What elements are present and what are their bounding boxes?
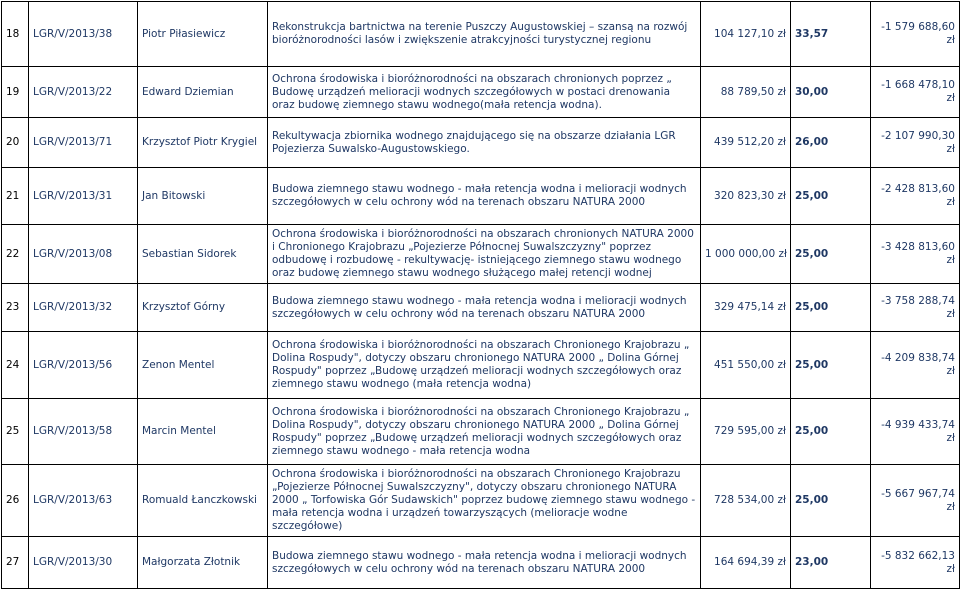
project-title: Ochrona środowiska i bioróżnorodności na obszarach Chronionego Krajobrazu „ Dolina Rospudy", dotyczy obszaru chronionego NATURA 2000 „ Dolina Górnej Rospudy" poprzez „Budowę urządzeń melioracji wodnych szczegółowych oraz ziemnego stawu wodnego (mała retencja wodna) — [268, 332, 701, 399]
applicant-name: Marcin Mentel — [138, 399, 268, 465]
requested-amount: 164 694,39 zł — [701, 537, 791, 589]
project-title: Ochrona środowiska i bioróżnorodności na obszarach chronionych NATURA 2000 i Chronionego Krajobrazu „Pojezierze Północnej Suwalszczyzny" poprzez odbudowę i rozbudowę - rekultywację- istniejącego ziemnego stawu wodnego oraz budowę ziemnego stawu wodnego służącego małej retencji wodnej — [268, 225, 701, 284]
applications-table — [1, 1, 960, 589]
applicant-name: Jan Bitowski — [138, 168, 268, 225]
remaining-balance: -4 209 838,74 zł — [871, 332, 960, 399]
requested-amount: 88 789,50 zł — [701, 67, 791, 118]
row-number: 20 — [2, 118, 29, 168]
row-number: 23 — [2, 284, 29, 332]
application-code: LGR/V/2013/31 — [29, 168, 138, 225]
project-title: Budowa ziemnego stawu wodnego - mała retencja wodna i melioracji wodnych szczegółowych w celu ochrony wód na terenach obszaru NATURA 2000 — [268, 537, 701, 589]
table-row — [2, 465, 960, 537]
application-code: LGR/V/2013/32 — [29, 284, 138, 332]
table-row — [2, 284, 960, 332]
score: 25,00 — [791, 168, 871, 225]
project-title: Budowa ziemnego stawu wodnego - mała retencja wodna i melioracji wodnych szczegółowych w celu ochrony wód na terenach obszaru NATURA 2000 — [268, 168, 701, 225]
applicant-name: Zenon Mentel — [138, 332, 268, 399]
table-row — [2, 225, 960, 284]
score: 25,00 — [791, 225, 871, 284]
project-title: Budowa ziemnego stawu wodnego - mała retencja wodna i melioracji wodnych szczegółowych w celu ochrony wód na terenach obszaru NATURA 2000 — [268, 284, 701, 332]
score: 33,57 — [791, 2, 871, 67]
table-row — [2, 399, 960, 465]
remaining-balance: -1 668 478,10 zł — [871, 67, 960, 118]
table-row — [2, 67, 960, 118]
row-number: 27 — [2, 537, 29, 589]
application-code: LGR/V/2013/56 — [29, 332, 138, 399]
application-code: LGR/V/2013/08 — [29, 225, 138, 284]
table-row — [2, 537, 960, 589]
project-title: Ochrona środowiska i bioróżnorodności na obszarach Chronionego Krajobrazu „ Dolina Rospudy", dotyczy obszaru chronionego NATURA 2000 „ Dolina Górnej Rospudy" poprzez „Budowę urządzeń melioracji wodnych szczegółowych oraz ziemnego stawu wodnego - mała retencja wodna — [268, 399, 701, 465]
project-title: Rekultywacja zbiornika wodnego znajdującego się na obszarze działania LGR Pojezierza Suwalsko-Augustowskiego. — [268, 118, 701, 168]
application-code: LGR/V/2013/71 — [29, 118, 138, 168]
score: 25,00 — [791, 332, 871, 399]
table-row — [2, 168, 960, 225]
remaining-balance: -5 832 662,13 zł — [871, 537, 960, 589]
score: 25,00 — [791, 399, 871, 465]
row-number: 18 — [2, 2, 29, 67]
applicant-name: Sebastian Sidorek — [138, 225, 268, 284]
row-number: 24 — [2, 332, 29, 399]
row-number: 21 — [2, 168, 29, 225]
requested-amount: 1 000 000,00 zł — [701, 225, 791, 284]
table-row — [2, 118, 960, 168]
score: 30,00 — [791, 67, 871, 118]
requested-amount: 320 823,30 zł — [701, 168, 791, 225]
row-number: 26 — [2, 465, 29, 537]
requested-amount: 728 534,00 zł — [701, 465, 791, 537]
applicant-name: Edward Dziemian — [138, 67, 268, 118]
application-code: LGR/V/2013/58 — [29, 399, 138, 465]
remaining-balance: -2 107 990,30 zł — [871, 118, 960, 168]
project-title: Rekonstrukcja bartnictwa na terenie Puszczy Augustowskiej – szansą na rozwój bioróżnorodności lasów i zwiększenie atrakcyjności turystycznej regionu — [268, 2, 701, 67]
requested-amount: 451 550,00 zł — [701, 332, 791, 399]
score: 23,00 — [791, 537, 871, 589]
remaining-balance: -5 667 967,74 zł — [871, 465, 960, 537]
remaining-balance: -1 579 688,60 zł — [871, 2, 960, 67]
applicant-name: Małgorzata Złotnik — [138, 537, 268, 589]
score: 25,00 — [791, 284, 871, 332]
row-number: 25 — [2, 399, 29, 465]
requested-amount: 104 127,10 zł — [701, 2, 791, 67]
requested-amount: 729 595,00 zł — [701, 399, 791, 465]
application-code: LGR/V/2013/30 — [29, 537, 138, 589]
score: 25,00 — [791, 465, 871, 537]
applicant-name: Romuald Łanczkowski — [138, 465, 268, 537]
table-row — [2, 2, 960, 67]
project-title: Ochrona środowiska i bioróżnorodności na obszarach Chronionego Krajobrazu „Pojezierze Północnej Suwalszczyzny", dotyczy obszaru chronionego NATURA 2000 „ Torfowiska Gór Sudawskich" poprzez budowę ziemnego stawu wodnego - mała retencja wodna i urządzeń towarzyszących (melioracje wodne szczegółowe) — [268, 465, 701, 537]
remaining-balance: -3 758 288,74 zł — [871, 284, 960, 332]
requested-amount: 439 512,20 zł — [701, 118, 791, 168]
application-code: LGR/V/2013/63 — [29, 465, 138, 537]
applicant-name: Krzysztof Piotr Krygiel — [138, 118, 268, 168]
row-number: 22 — [2, 225, 29, 284]
score: 26,00 — [791, 118, 871, 168]
requested-amount: 329 475,14 zł — [701, 284, 791, 332]
row-number: 19 — [2, 67, 29, 118]
remaining-balance: -4 939 433,74 zł — [871, 399, 960, 465]
remaining-balance: -3 428 813,60 zł — [871, 225, 960, 284]
project-title: Ochrona środowiska i bioróżnorodności na obszarach chronionych poprzez „ Budowę urządzeń melioracji wodnych szczegółowych w postaci drenowania oraz budowę ziemnego stawu wodnego(mała retencja wodna). — [268, 67, 701, 118]
applicant-name: Krzysztof Górny — [138, 284, 268, 332]
application-code: LGR/V/2013/38 — [29, 2, 138, 67]
applicant-name: Piotr Piłasiewicz — [138, 2, 268, 67]
remaining-balance: -2 428 813,60 zł — [871, 168, 960, 225]
application-code: LGR/V/2013/22 — [29, 67, 138, 118]
table-row — [2, 332, 960, 399]
